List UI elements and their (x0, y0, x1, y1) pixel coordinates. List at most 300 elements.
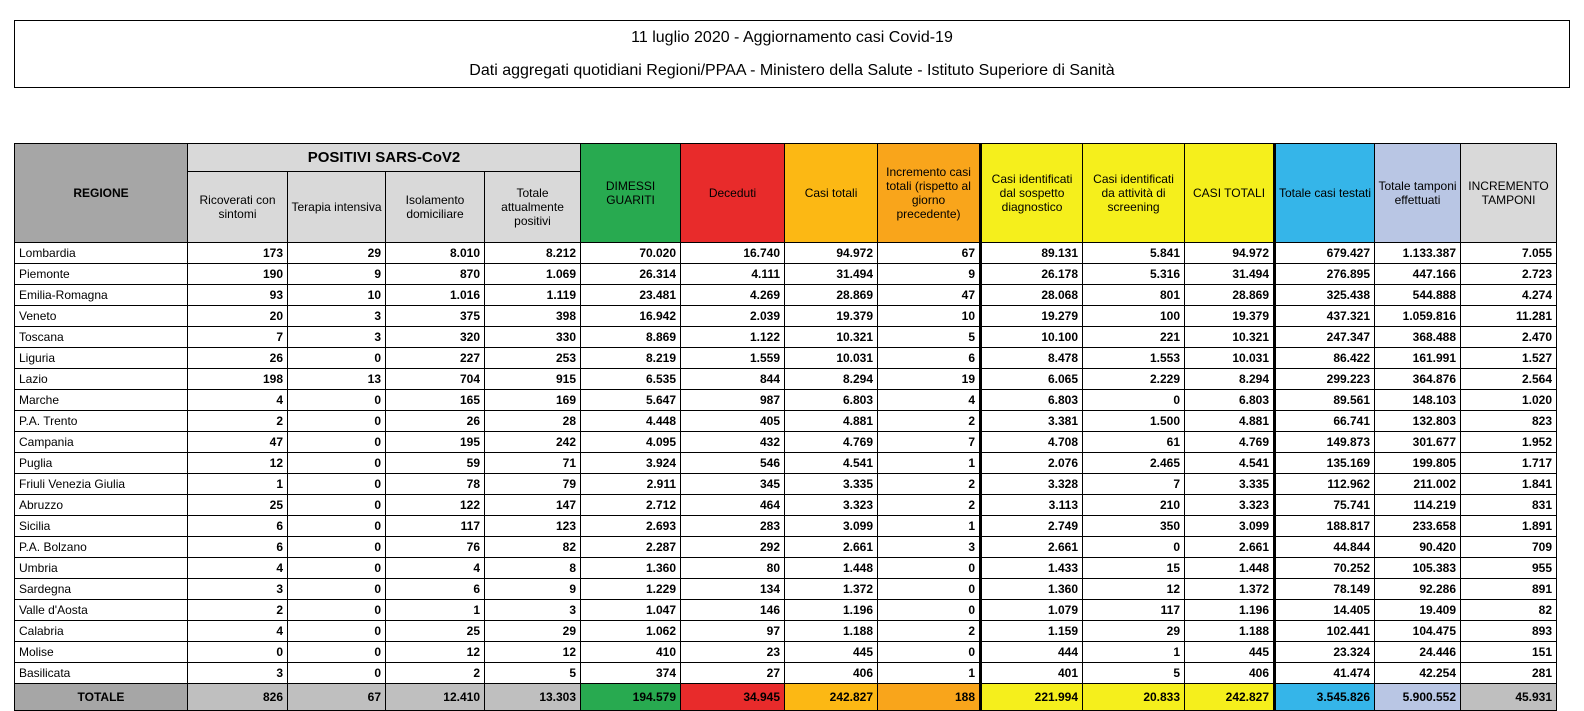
value-cell: 1.448 (785, 558, 878, 579)
value-cell: 283 (681, 516, 785, 537)
value-cell: 0 (288, 474, 386, 495)
totals-cell: 242.827 (1185, 684, 1275, 711)
value-cell: 12 (188, 453, 288, 474)
column-header-totale-tamponi: Totale tamponi effettuati (1375, 144, 1461, 243)
value-cell: 1.188 (785, 621, 878, 642)
value-cell: 59 (386, 453, 485, 474)
value-cell: 0 (878, 642, 981, 663)
value-cell: 350 (1083, 516, 1185, 537)
value-cell: 5.647 (581, 390, 681, 411)
totals-cell: 221.994 (981, 684, 1083, 711)
value-cell: 117 (386, 516, 485, 537)
value-cell: 679.427 (1275, 243, 1375, 264)
table-row (15, 369, 1557, 390)
region-name: P.A. Trento (15, 411, 188, 432)
value-cell: 9 (878, 264, 981, 285)
value-cell: 3 (188, 579, 288, 600)
value-cell: 8.294 (1185, 369, 1275, 390)
table-row (15, 516, 1557, 537)
value-cell: 4 (386, 558, 485, 579)
value-cell: 1 (878, 663, 981, 684)
value-cell: 3 (188, 663, 288, 684)
table-row (15, 264, 1557, 285)
value-cell: 8.212 (485, 243, 581, 264)
value-cell: 28.869 (785, 285, 878, 306)
value-cell: 7.055 (1461, 243, 1557, 264)
page-subtitle: Dati aggregati quotidiani Regioni/PPAA - Ministero della Salute - Istituto Superiore di Sanità (469, 62, 1115, 79)
value-cell: 14.405 (1275, 600, 1375, 621)
value-cell: 1 (386, 600, 485, 621)
value-cell: 10.031 (1185, 348, 1275, 369)
column-header-isolamento: Isolamento domiciliare (386, 172, 485, 243)
value-cell: 1.133.387 (1375, 243, 1461, 264)
region-name: Calabria (15, 621, 188, 642)
page-title: 11 luglio 2020 - Aggiornamento casi Covid-19 (631, 29, 953, 46)
value-cell: 1.360 (581, 558, 681, 579)
value-cell: 1.016 (386, 285, 485, 306)
value-cell: 2.693 (581, 516, 681, 537)
value-cell: 464 (681, 495, 785, 516)
region-name: Campania (15, 432, 188, 453)
value-cell: 12 (1083, 579, 1185, 600)
region-name: Lazio (15, 369, 188, 390)
value-cell: 28 (485, 411, 581, 432)
value-cell: 4 (878, 390, 981, 411)
value-cell: 253 (485, 348, 581, 369)
value-cell: 190 (188, 264, 288, 285)
value-cell: 1 (878, 516, 981, 537)
value-cell: 1.500 (1083, 411, 1185, 432)
value-cell: 6.803 (981, 390, 1083, 411)
region-name: Piemonte (15, 264, 188, 285)
value-cell: 210 (1083, 495, 1185, 516)
value-cell: 4.448 (581, 411, 681, 432)
value-cell: 2.287 (581, 537, 681, 558)
value-cell: 102.441 (1275, 621, 1375, 642)
value-cell: 1.553 (1083, 348, 1185, 369)
value-cell: 10.031 (785, 348, 878, 369)
value-cell: 0 (288, 516, 386, 537)
table-row (15, 432, 1557, 453)
value-cell: 1.841 (1461, 474, 1557, 495)
value-cell: 3 (288, 327, 386, 348)
value-cell: 375 (386, 306, 485, 327)
value-cell: 2.661 (785, 537, 878, 558)
value-cell: 1.527 (1461, 348, 1557, 369)
value-cell: 82 (485, 537, 581, 558)
value-cell: 149.873 (1275, 432, 1375, 453)
region-name: Liguria (15, 348, 188, 369)
value-cell: 915 (485, 369, 581, 390)
region-name: Valle d'Aosta (15, 600, 188, 621)
value-cell: 1 (188, 474, 288, 495)
totals-cell: 45.931 (1461, 684, 1557, 711)
value-cell: 987 (681, 390, 785, 411)
table-row (15, 537, 1557, 558)
region-name: Friuli Venezia Giulia (15, 474, 188, 495)
value-cell: 1.360 (981, 579, 1083, 600)
value-cell: 0 (878, 600, 981, 621)
value-cell: 445 (785, 642, 878, 663)
value-cell: 123 (485, 516, 581, 537)
column-header-incremento-tamponi: INCREMENTO TAMPONI (1461, 144, 1557, 243)
value-cell: 24.446 (1375, 642, 1461, 663)
value-cell: 2.564 (1461, 369, 1557, 390)
value-cell: 1.196 (785, 600, 878, 621)
value-cell: 3.335 (785, 474, 878, 495)
value-cell: 4.769 (1185, 432, 1275, 453)
table-row (15, 453, 1557, 474)
value-cell: 891 (1461, 579, 1557, 600)
value-cell: 1.188 (1185, 621, 1275, 642)
table-row (15, 327, 1557, 348)
value-cell: 2 (878, 474, 981, 495)
column-header-attivita-screening: Casi identificati da attività di screening (1083, 144, 1185, 243)
region-name: Basilicata (15, 663, 188, 684)
value-cell: 19.409 (1375, 600, 1461, 621)
value-cell: 26 (386, 411, 485, 432)
value-cell: 0 (288, 642, 386, 663)
value-cell: 4 (188, 390, 288, 411)
value-cell: 211.002 (1375, 474, 1461, 495)
value-cell: 23.481 (581, 285, 681, 306)
value-cell: 29 (288, 243, 386, 264)
region-name: Veneto (15, 306, 188, 327)
value-cell: 1.079 (981, 600, 1083, 621)
value-cell: 544.888 (1375, 285, 1461, 306)
value-cell: 132.803 (1375, 411, 1461, 432)
value-cell: 4.095 (581, 432, 681, 453)
value-cell: 112.962 (1275, 474, 1375, 495)
value-cell: 26.178 (981, 264, 1083, 285)
value-cell: 1.122 (681, 327, 785, 348)
value-cell: 3.381 (981, 411, 1083, 432)
column-header-totale-positivi: Totale attualmente positivi (485, 172, 581, 243)
value-cell: 76 (386, 537, 485, 558)
value-cell: 41.474 (1275, 663, 1375, 684)
value-cell: 78.149 (1275, 579, 1375, 600)
value-cell: 1.069 (485, 264, 581, 285)
value-cell: 19.379 (785, 306, 878, 327)
value-cell: 398 (485, 306, 581, 327)
region-name: P.A. Bolzano (15, 537, 188, 558)
totals-cell: 194.579 (581, 684, 681, 711)
value-cell: 6 (386, 579, 485, 600)
value-cell: 3.099 (785, 516, 878, 537)
value-cell: 6 (188, 516, 288, 537)
value-cell: 79 (485, 474, 581, 495)
region-name: Molise (15, 642, 188, 663)
value-cell: 276.895 (1275, 264, 1375, 285)
value-cell: 3.328 (981, 474, 1083, 495)
totals-label: TOTALE (15, 684, 188, 711)
value-cell: 93 (188, 285, 288, 306)
value-cell: 47 (878, 285, 981, 306)
value-cell: 89.131 (981, 243, 1083, 264)
value-cell: 114.219 (1375, 495, 1461, 516)
value-cell: 2 (188, 411, 288, 432)
value-cell: 146 (681, 600, 785, 621)
totals-cell: 3.545.826 (1275, 684, 1375, 711)
value-cell: 406 (785, 663, 878, 684)
value-cell: 71 (485, 453, 581, 474)
value-cell: 2.465 (1083, 453, 1185, 474)
value-cell: 7 (1083, 474, 1185, 495)
value-cell: 67 (878, 243, 981, 264)
value-cell: 4 (188, 558, 288, 579)
value-cell: 3.323 (1185, 495, 1275, 516)
value-cell: 6 (188, 537, 288, 558)
value-cell: 2.039 (681, 306, 785, 327)
value-cell: 28.869 (1185, 285, 1275, 306)
value-cell: 10.100 (981, 327, 1083, 348)
value-cell: 199.805 (1375, 453, 1461, 474)
value-cell: 2.712 (581, 495, 681, 516)
value-cell: 16.740 (681, 243, 785, 264)
value-cell: 16.942 (581, 306, 681, 327)
value-cell: 546 (681, 453, 785, 474)
value-cell: 955 (1461, 558, 1557, 579)
value-cell: 198 (188, 369, 288, 390)
value-cell: 444 (981, 642, 1083, 663)
region-name: Emilia-Romagna (15, 285, 188, 306)
value-cell: 1.062 (581, 621, 681, 642)
table-row (15, 243, 1557, 264)
value-cell: 2 (386, 663, 485, 684)
column-header-totale-casi-testati: Totale casi testati (1275, 144, 1375, 243)
value-cell: 299.223 (1275, 369, 1375, 390)
column-header-terapia-intensiva: Terapia intensiva (288, 172, 386, 243)
value-cell: 320 (386, 327, 485, 348)
value-cell: 6.535 (581, 369, 681, 390)
value-cell: 823 (1461, 411, 1557, 432)
totals-cell: 34.945 (681, 684, 785, 711)
value-cell: 80 (681, 558, 785, 579)
value-cell: 6 (878, 348, 981, 369)
totals-cell: 188 (878, 684, 981, 711)
value-cell: 44.844 (1275, 537, 1375, 558)
value-cell: 9 (485, 579, 581, 600)
value-cell: 870 (386, 264, 485, 285)
value-cell: 2.229 (1083, 369, 1185, 390)
value-cell: 6.065 (981, 369, 1083, 390)
value-cell: 26 (188, 348, 288, 369)
value-cell: 2.911 (581, 474, 681, 495)
value-cell: 709 (1461, 537, 1557, 558)
totals-cell: 67 (288, 684, 386, 711)
totals-row (15, 684, 1557, 711)
value-cell: 12 (386, 642, 485, 663)
value-cell: 10 (288, 285, 386, 306)
value-cell: 188.817 (1275, 516, 1375, 537)
region-name: Marche (15, 390, 188, 411)
value-cell: 0 (1083, 390, 1185, 411)
value-cell: 221 (1083, 327, 1185, 348)
value-cell: 169 (485, 390, 581, 411)
value-cell: 2 (878, 621, 981, 642)
value-cell: 42.254 (1375, 663, 1461, 684)
value-cell: 1 (1083, 642, 1185, 663)
value-cell: 70.252 (1275, 558, 1375, 579)
column-header-incremento-casi: Incremento casi totali (rispetto al giorno precedente) (878, 144, 981, 243)
value-cell: 1.891 (1461, 516, 1557, 537)
value-cell: 4.769 (785, 432, 878, 453)
value-cell: 6.803 (1185, 390, 1275, 411)
value-cell: 2 (878, 495, 981, 516)
value-cell: 410 (581, 642, 681, 663)
region-name: Puglia (15, 453, 188, 474)
value-cell: 147 (485, 495, 581, 516)
value-cell: 4.541 (1185, 453, 1275, 474)
value-cell: 1.433 (981, 558, 1083, 579)
value-cell: 7 (878, 432, 981, 453)
value-cell: 148.103 (1375, 390, 1461, 411)
region-name: Umbria (15, 558, 188, 579)
column-header-deceduti: Deceduti (681, 144, 785, 243)
value-cell: 15 (1083, 558, 1185, 579)
value-cell: 0 (288, 537, 386, 558)
column-header-sospetto-diagnostico: Casi identificati dal sospetto diagnostico (981, 144, 1083, 243)
value-cell: 432 (681, 432, 785, 453)
value-cell: 3.113 (981, 495, 1083, 516)
value-cell: 4.269 (681, 285, 785, 306)
value-cell: 0 (288, 348, 386, 369)
value-cell: 3 (878, 537, 981, 558)
value-cell: 0 (288, 495, 386, 516)
value-cell: 82 (1461, 600, 1557, 621)
value-cell: 0 (288, 579, 386, 600)
value-cell: 173 (188, 243, 288, 264)
value-cell: 831 (1461, 495, 1557, 516)
value-cell: 7 (188, 327, 288, 348)
value-cell: 437.321 (1275, 306, 1375, 327)
value-cell: 5.316 (1083, 264, 1185, 285)
value-cell: 5 (878, 327, 981, 348)
value-cell: 1.047 (581, 600, 681, 621)
table-row (15, 390, 1557, 411)
table-row (15, 285, 1557, 306)
value-cell: 19.379 (1185, 306, 1275, 327)
value-cell: 19.279 (981, 306, 1083, 327)
value-cell: 10 (878, 306, 981, 327)
table-row (15, 663, 1557, 684)
value-cell: 66.741 (1275, 411, 1375, 432)
value-cell: 247.347 (1275, 327, 1375, 348)
column-header-dimessi-guariti: DIMESSI GUARITI (581, 144, 681, 243)
value-cell: 2 (188, 600, 288, 621)
value-cell: 134 (681, 579, 785, 600)
value-cell: 401 (981, 663, 1083, 684)
table-row (15, 474, 1557, 495)
value-cell: 23.324 (1275, 642, 1375, 663)
region-name: Abruzzo (15, 495, 188, 516)
value-cell: 12 (485, 642, 581, 663)
value-cell: 233.658 (1375, 516, 1461, 537)
value-cell: 86.422 (1275, 348, 1375, 369)
value-cell: 364.876 (1375, 369, 1461, 390)
value-cell: 70.020 (581, 243, 681, 264)
totals-cell: 826 (188, 684, 288, 711)
table-row (15, 348, 1557, 369)
value-cell: 0 (288, 663, 386, 684)
value-cell: 1.196 (1185, 600, 1275, 621)
value-cell: 2.470 (1461, 327, 1557, 348)
value-cell: 1.159 (981, 621, 1083, 642)
value-cell: 135.169 (1275, 453, 1375, 474)
value-cell: 447.166 (1375, 264, 1461, 285)
value-cell: 801 (1083, 285, 1185, 306)
value-cell: 100 (1083, 306, 1185, 327)
value-cell: 92.286 (1375, 579, 1461, 600)
value-cell: 3 (288, 306, 386, 327)
value-cell: 1.717 (1461, 453, 1557, 474)
column-header-casi-totali: Casi totali (785, 144, 878, 243)
value-cell: 4.708 (981, 432, 1083, 453)
value-cell: 23 (681, 642, 785, 663)
value-cell: 94.972 (1185, 243, 1275, 264)
value-cell: 25 (188, 495, 288, 516)
table-row (15, 306, 1557, 327)
value-cell: 1.372 (785, 579, 878, 600)
value-cell: 242 (485, 432, 581, 453)
value-cell: 406 (1185, 663, 1275, 684)
value-cell: 368.488 (1375, 327, 1461, 348)
table-body (15, 243, 1557, 684)
column-header-ricoverati: Ricoverati con sintomi (188, 172, 288, 243)
value-cell: 301.677 (1375, 432, 1461, 453)
table-row (15, 621, 1557, 642)
table-row (15, 558, 1557, 579)
value-cell: 0 (288, 411, 386, 432)
value-cell: 2.661 (1185, 537, 1275, 558)
value-cell: 105.383 (1375, 558, 1461, 579)
value-cell: 0 (288, 600, 386, 621)
region-name: Sardegna (15, 579, 188, 600)
value-cell: 1.119 (485, 285, 581, 306)
value-cell: 3.335 (1185, 474, 1275, 495)
value-cell: 104.475 (1375, 621, 1461, 642)
value-cell: 345 (681, 474, 785, 495)
value-cell: 117 (1083, 600, 1185, 621)
value-cell: 1.229 (581, 579, 681, 600)
table-row (15, 642, 1557, 663)
value-cell: 704 (386, 369, 485, 390)
value-cell: 3.323 (785, 495, 878, 516)
value-cell: 0 (878, 558, 981, 579)
value-cell: 0 (288, 621, 386, 642)
value-cell: 5.841 (1083, 243, 1185, 264)
value-cell: 9 (288, 264, 386, 285)
table-row (15, 600, 1557, 621)
value-cell: 97 (681, 621, 785, 642)
value-cell: 0 (288, 390, 386, 411)
table-row (15, 495, 1557, 516)
value-cell: 8 (485, 558, 581, 579)
value-cell: 0 (288, 432, 386, 453)
title-box (14, 20, 1570, 88)
value-cell: 161.991 (1375, 348, 1461, 369)
value-cell: 4.541 (785, 453, 878, 474)
value-cell: 10.321 (1185, 327, 1275, 348)
value-cell: 1.952 (1461, 432, 1557, 453)
value-cell: 330 (485, 327, 581, 348)
totals-cell: 5.900.552 (1375, 684, 1461, 711)
value-cell: 5 (1083, 663, 1185, 684)
value-cell: 4.881 (1185, 411, 1275, 432)
value-cell: 31.494 (1185, 264, 1275, 285)
group-header-positivi-sars-cov2: POSITIVI SARS-CoV2 (188, 144, 581, 172)
value-cell: 281 (1461, 663, 1557, 684)
